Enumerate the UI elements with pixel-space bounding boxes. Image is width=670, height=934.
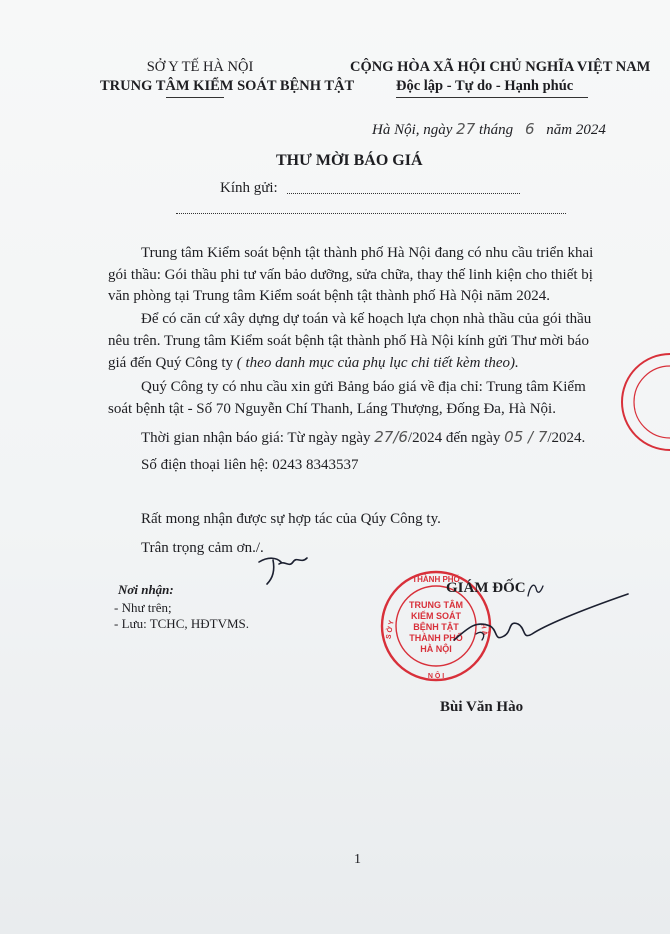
stamp-ring-bottom: N Ộ I xyxy=(427,673,445,680)
body-paragraph-3-line-2: soát bệnh tật - Số 70 Nguyễn Chí Thanh, Láng Thượng, Đống Đa, Hà Nội. xyxy=(108,401,556,417)
appendix-note: ( theo danh mục của phụ lục chi tiết kèm theo). xyxy=(236,355,519,371)
body-paragraph-2-line-2: nêu trên. Trung tâm Kiểm soát bệnh tật thành phố Hà Nội kính gửi Thư mời báo xyxy=(108,333,589,349)
national-title: CỘNG HÒA XÃ HỘI CHỦ NGHĨA VIỆT NAM xyxy=(350,59,651,75)
quote-time-to: 05 / 7 xyxy=(504,428,548,446)
date-year: năm 2024 xyxy=(546,122,606,138)
page-number: 1 xyxy=(354,852,361,867)
stamp-line-4: THÀNH PHỐ xyxy=(409,633,463,643)
stamp-ring-top: THÀNH PHỐ xyxy=(412,575,460,584)
stamp-line-3: BỆNH TẬT xyxy=(413,622,459,632)
stamp-line-1: TRUNG TÂM xyxy=(409,600,463,610)
recipient-item-1: - Như trên; xyxy=(114,600,172,615)
header-right-underline xyxy=(396,97,588,98)
quote-time-mid: /2024 đến ngày xyxy=(407,430,505,446)
document-title: THƯ MỜI BÁO GIÁ xyxy=(276,152,423,169)
national-motto: Độc lập - Tự do - Hạnh phúc xyxy=(396,78,574,94)
body-paragraph-1-line-2: gói thầu: Gói thầu phi tư vấn bảo dưỡng, sửa chữa, thay thế linh kiện cho thiết bị xyxy=(108,267,593,283)
quote-time-prefix: Thời gian nhận báo giá: Từ ngày ngày xyxy=(141,430,375,446)
quote-time-line xyxy=(141,426,585,450)
date-month-handwritten: 6 xyxy=(524,120,535,138)
recipient-dotted-line-2 xyxy=(176,213,566,214)
department-name: SỞ Y TẾ HÀ NỘI xyxy=(146,59,254,75)
body-paragraph-1-line-3: văn phòng tại Trung tâm Kiểm soát bệnh tật thành phố Hà Nội năm 2024. xyxy=(108,288,551,304)
stamp-line-2: KIỂM SOÁT xyxy=(410,611,462,621)
header-left-underline xyxy=(166,97,224,98)
date-line xyxy=(372,118,606,142)
quote-time-from: 27/6 xyxy=(374,428,408,446)
closing-line-2: Trân trọng cảm ơn./. xyxy=(141,540,264,556)
stamp-line-5: HÀ NỘI xyxy=(420,644,452,654)
closing-line-1: Rất mong nhận được sự hợp tác của Qúy Công ty. xyxy=(141,511,441,527)
contact-phone: Số điện thoại liên hệ: 0243 8343537 xyxy=(141,457,359,473)
stamp-ring-right: H À xyxy=(478,623,488,637)
stamp-ring-left: S Ở Y xyxy=(385,619,396,640)
edge-stamp-fragment xyxy=(652,352,670,452)
signer-name: Bùi Văn Hào xyxy=(440,699,524,715)
initial-signature xyxy=(255,548,315,586)
recipient-item-2: - Lưu: TCHC, HĐTVMS. xyxy=(114,616,250,631)
recipients-title: Nơi nhận: xyxy=(118,582,174,597)
recipient-dotted-line-1 xyxy=(287,193,520,194)
center-name: TRUNG TÂM KIỂM SOÁT BỆNH TẬT xyxy=(100,78,355,94)
body-paragraph-2-text: giá đến Quý Công ty xyxy=(108,355,237,371)
quote-time-suffix: /2024. xyxy=(547,430,586,446)
body-paragraph-3-line-1: Quý Công ty có nhu cầu xin gửi Bảng báo giá về địa chỉ: Trung tâm Kiểm xyxy=(141,379,586,395)
signer-position: GIÁM ĐỐC xyxy=(446,580,526,596)
date-day-handwritten: 27 xyxy=(456,120,476,138)
director-signature xyxy=(446,590,632,650)
date-month-label: tháng xyxy=(479,122,514,138)
recipient-label: Kính gửi: xyxy=(220,180,278,196)
body-paragraph-2-line-3 xyxy=(108,352,519,375)
body-paragraph-1-line-1: Trung tâm Kiểm soát bệnh tật thành phố Hà Nội đang có nhu cầu triển khai xyxy=(141,245,594,261)
agency-name xyxy=(100,58,300,76)
date-prefix: Hà Nội, ngày xyxy=(372,122,453,138)
body-paragraph-2-line-1: Để có căn cứ xây dựng dự toán và kế hoạch lựa chọn nhà thầu của gói thầu xyxy=(141,311,592,327)
